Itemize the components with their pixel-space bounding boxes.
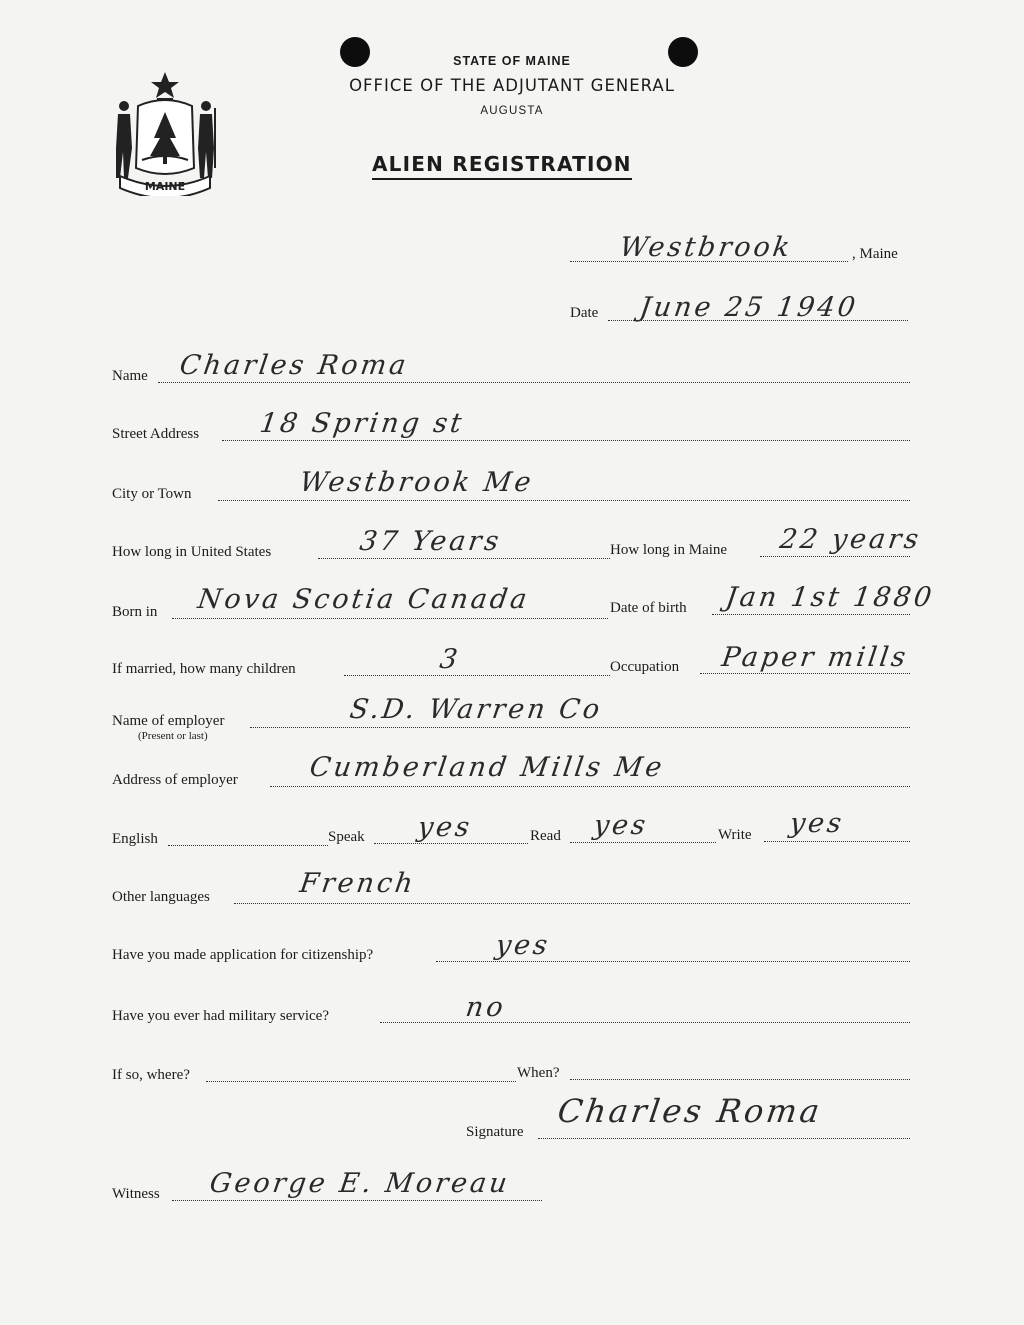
employer-value: S.D. Warren Co xyxy=(347,694,605,725)
city-label: City or Town xyxy=(112,486,192,502)
street-label: Street Address xyxy=(112,426,200,442)
military-line xyxy=(380,1022,910,1023)
name-label: Name xyxy=(112,368,148,384)
birth-date-value: Jan 1st 1880 xyxy=(723,582,937,613)
witness-label: Witness xyxy=(112,1186,160,1202)
when-label: When? xyxy=(517,1065,560,1081)
years-us-label: How long in United States xyxy=(112,544,272,560)
other-languages-label: Other languages xyxy=(112,889,210,905)
citizenship-value: yes xyxy=(493,930,553,961)
citizenship-label: Have you made application for citizenship? xyxy=(112,947,374,963)
write-label: Write xyxy=(718,827,752,843)
signature-line xyxy=(538,1138,910,1139)
birth-date-label: Date of birth xyxy=(610,600,687,616)
years-us-value: 37 Years xyxy=(357,526,504,557)
place-value: Westbrook xyxy=(617,232,795,263)
state-heading: STATE OF MAINE xyxy=(453,54,571,68)
street-line xyxy=(222,440,910,441)
speak-label: Speak xyxy=(328,829,365,845)
form-title: ALIEN REGISTRATION xyxy=(372,152,632,180)
date-label: Date xyxy=(570,305,599,321)
witness-value: George E. Moreau xyxy=(207,1168,512,1199)
write-value: yes xyxy=(787,808,847,839)
employer-line xyxy=(250,727,910,728)
signature-label: Signature xyxy=(466,1124,524,1140)
seal-text: MAINE xyxy=(144,180,186,193)
city-heading: AUGUSTA xyxy=(480,105,544,117)
employer-label: Name of employer xyxy=(112,713,225,729)
english-label: English xyxy=(112,831,158,847)
name-line xyxy=(158,382,910,383)
employer-address-value: Cumberland Mills Me xyxy=(307,752,667,783)
read-label: Read xyxy=(530,828,561,844)
citizenship-line xyxy=(436,961,910,962)
military-label: Have you ever had military service? xyxy=(112,1008,329,1024)
military-value: no xyxy=(463,992,508,1023)
write-line xyxy=(764,841,910,842)
years-maine-line xyxy=(760,556,910,557)
other-languages-value: French xyxy=(297,868,418,899)
signature-value: Charles Roma xyxy=(555,1092,825,1130)
employer-address-label: Address of employer xyxy=(112,772,238,788)
years-us-line xyxy=(318,558,610,559)
years-maine-value: 22 years xyxy=(777,524,924,555)
place-suffix: , Maine xyxy=(852,246,898,262)
street-value: 18 Spring st xyxy=(257,408,467,439)
where-line xyxy=(206,1081,516,1082)
children-label: If married, how many children xyxy=(112,661,296,677)
speak-value: yes xyxy=(415,812,475,843)
occupation-label: Occupation xyxy=(610,659,680,675)
office-heading: OFFICE OF THE ADJUTANT GENERAL xyxy=(349,76,675,95)
occupation-line xyxy=(700,673,910,674)
where-label: If so, where? xyxy=(112,1067,190,1083)
born-in-label: Born in xyxy=(112,604,158,620)
speak-line xyxy=(374,843,528,844)
city-value: Westbrook Me xyxy=(297,467,536,498)
english-line xyxy=(168,845,328,846)
employer-address-line xyxy=(270,786,910,787)
employer-sublabel: (Present or last) xyxy=(138,730,208,742)
other-languages-line xyxy=(234,903,910,904)
when-line xyxy=(570,1079,910,1080)
name-value: Charles Roma xyxy=(177,350,411,381)
read-value: yes xyxy=(591,810,651,841)
occupation-value: Paper mills xyxy=(719,642,911,673)
born-in-line xyxy=(172,618,608,619)
date-value: June 25 1940 xyxy=(637,292,861,323)
witness-line xyxy=(172,1200,542,1201)
born-in-value: Nova Scotia Canada xyxy=(195,584,532,615)
years-maine-label: How long in Maine xyxy=(610,542,728,558)
children-line xyxy=(344,675,610,676)
read-line xyxy=(570,842,716,843)
city-line xyxy=(218,500,910,501)
children-value: 3 xyxy=(437,644,463,675)
birth-date-line xyxy=(712,614,910,615)
